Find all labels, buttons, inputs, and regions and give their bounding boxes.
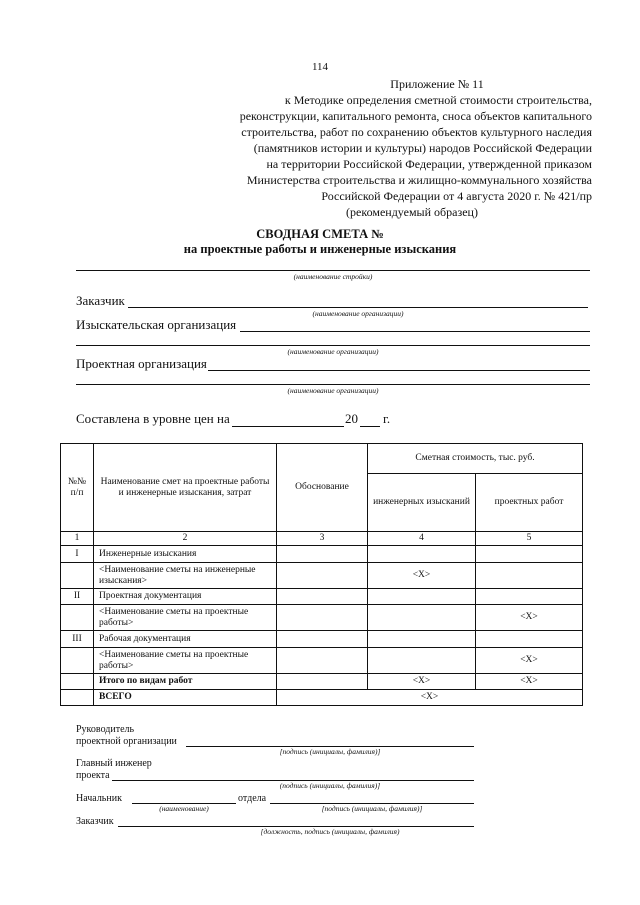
dept-chief-label: Начальник [76, 793, 122, 804]
row-eng[interactable] [368, 648, 476, 674]
design-org-line[interactable] [208, 370, 590, 371]
table-row [61, 563, 583, 589]
total-num [61, 690, 94, 706]
row-basis[interactable] [277, 563, 368, 589]
col-number: 5 [476, 532, 583, 546]
row-name: <Наименование сметы на инженерные изыскания> [94, 563, 277, 589]
header-basis: Обоснование [277, 444, 368, 532]
appendix-line: к Методике определения сметной стоимости строительства, [284, 93, 592, 107]
header-cost-group: Сметная стоимость, тыс. руб. [368, 444, 583, 474]
column-number-row [61, 532, 583, 546]
design-org-hint: (наименование организации) [287, 386, 379, 395]
appendix-note: (рекомендуемый образец) [346, 205, 478, 219]
price-level-label: Составлена в уровне цен на [76, 411, 230, 426]
col-number: 1 [61, 532, 94, 546]
table-row [61, 546, 583, 563]
design-org-label: Проектная организация [76, 356, 207, 371]
year-line[interactable] [360, 426, 380, 427]
row-basis[interactable] [277, 674, 368, 690]
survey-org-line[interactable] [240, 331, 590, 332]
row-eng[interactable] [368, 589, 476, 605]
customer-hint: (наименование организации) [312, 309, 404, 318]
row-num [61, 648, 94, 674]
col-number: 4 [368, 532, 476, 546]
subtotal-label: Итого по видам работ [94, 674, 277, 690]
row-design[interactable]: <X> [476, 605, 583, 631]
total-label: ВСЕГО [94, 690, 277, 706]
table-row [61, 605, 583, 631]
customer-line[interactable] [128, 307, 588, 308]
head-label-1: Руководитель [76, 724, 135, 735]
row-eng[interactable] [368, 631, 476, 648]
dept-label: отдела [238, 793, 267, 804]
row-name: <Наименование сметы на проектные работы> [94, 648, 277, 674]
appendix-line: строительства, работ по сохранению объектов культурного наследия [241, 125, 592, 139]
customer-label: Заказчик [76, 293, 125, 308]
survey-org-line-2[interactable] [76, 345, 590, 346]
page-number: 114 [311, 61, 329, 73]
row-basis[interactable] [277, 631, 368, 648]
estimate-table [60, 443, 583, 706]
dept-name-hint: (наименование) [159, 804, 209, 813]
header-name: Наименование смет на проектные работы и инженерные изыскания, затрат [94, 444, 277, 532]
row-design[interactable]: <X> [476, 648, 583, 674]
price-level-line[interactable] [232, 426, 344, 427]
row-num: III [61, 631, 94, 648]
row-name: Инженерные изыскания [94, 546, 277, 563]
year-suffix: г. [383, 411, 391, 426]
appendix-block [172, 76, 592, 220]
row-design[interactable] [476, 546, 583, 563]
construction-name-line[interactable] [76, 270, 590, 271]
total-value[interactable]: <X> [277, 690, 583, 706]
subtotal-row [61, 674, 583, 690]
row-design[interactable] [476, 631, 583, 648]
header-design: проектных работ [476, 474, 583, 532]
year-prefix: 20 [345, 411, 358, 426]
row-eng[interactable] [368, 546, 476, 563]
appendix-title: Приложение № 11 [390, 77, 484, 91]
survey-org-hint: (наименование организации) [287, 347, 379, 356]
header-num: №№ п/п [61, 444, 94, 532]
total-row [61, 690, 583, 706]
appendix-line: (памятников истории и культуры) народов Российской Федерации [253, 141, 592, 155]
customer-signature-hint: [должность, подпись (инициалы, фамилия) [260, 827, 400, 836]
row-name: <Наименование сметы на проектные работы> [94, 605, 277, 631]
subtotal-eng[interactable]: <X> [368, 674, 476, 690]
subtotal-design[interactable]: <X> [476, 674, 583, 690]
row-num: I [61, 546, 94, 563]
row-eng[interactable] [368, 605, 476, 631]
col-number: 2 [94, 532, 277, 546]
row-basis[interactable] [277, 546, 368, 563]
row-basis[interactable] [277, 589, 368, 605]
head-label-2: проектной организации [76, 736, 177, 747]
row-basis[interactable] [277, 605, 368, 631]
table-row [61, 648, 583, 674]
col-number: 3 [277, 532, 368, 546]
row-design[interactable] [476, 589, 583, 605]
row-num [61, 605, 94, 631]
chief-label-2: проекта [76, 770, 110, 781]
header-engineering: инженерных изысканий [368, 474, 476, 532]
document-title: СВОДНАЯ СМЕТА № [256, 227, 384, 241]
survey-org-label: Изыскательская организация [76, 317, 237, 332]
table-row [61, 589, 583, 605]
design-org-line-2[interactable] [76, 384, 590, 385]
customer-sign-label: Заказчик [76, 816, 114, 827]
row-basis[interactable] [277, 648, 368, 674]
appendix-line: на территории Российской Федерации, утвержденной приказом [266, 157, 592, 171]
row-name: Проектная документация [94, 589, 277, 605]
appendix-line: реконструкции, капитального ремонта, сноса объектов капитального [239, 109, 592, 123]
row-eng[interactable]: <X> [368, 563, 476, 589]
row-num [61, 563, 94, 589]
table-row [61, 631, 583, 648]
row-design[interactable] [476, 563, 583, 589]
chief-label-1: Главный инженер [76, 758, 152, 769]
appendix-line: Российской Федерации от 4 августа 2020 г. № 421/пр [321, 189, 592, 203]
row-num: II [61, 589, 94, 605]
document-subtitle: на проектные работы и инженерные изыскания [183, 242, 457, 256]
chief-signature-hint: (подпись (инициалы, фамилия)] [279, 781, 381, 790]
construction-hint: (наименование стройки) [293, 272, 373, 281]
dept-signature-hint: [подпись (инициалы, фамилия)] [321, 804, 423, 813]
row-name: Рабочая документация [94, 631, 277, 648]
head-signature-hint: [подпись (инициалы, фамилия)] [279, 747, 381, 756]
row-num [61, 674, 94, 690]
appendix-line: Министерства строительства и жилищно-коммунального хозяйства [246, 173, 592, 187]
